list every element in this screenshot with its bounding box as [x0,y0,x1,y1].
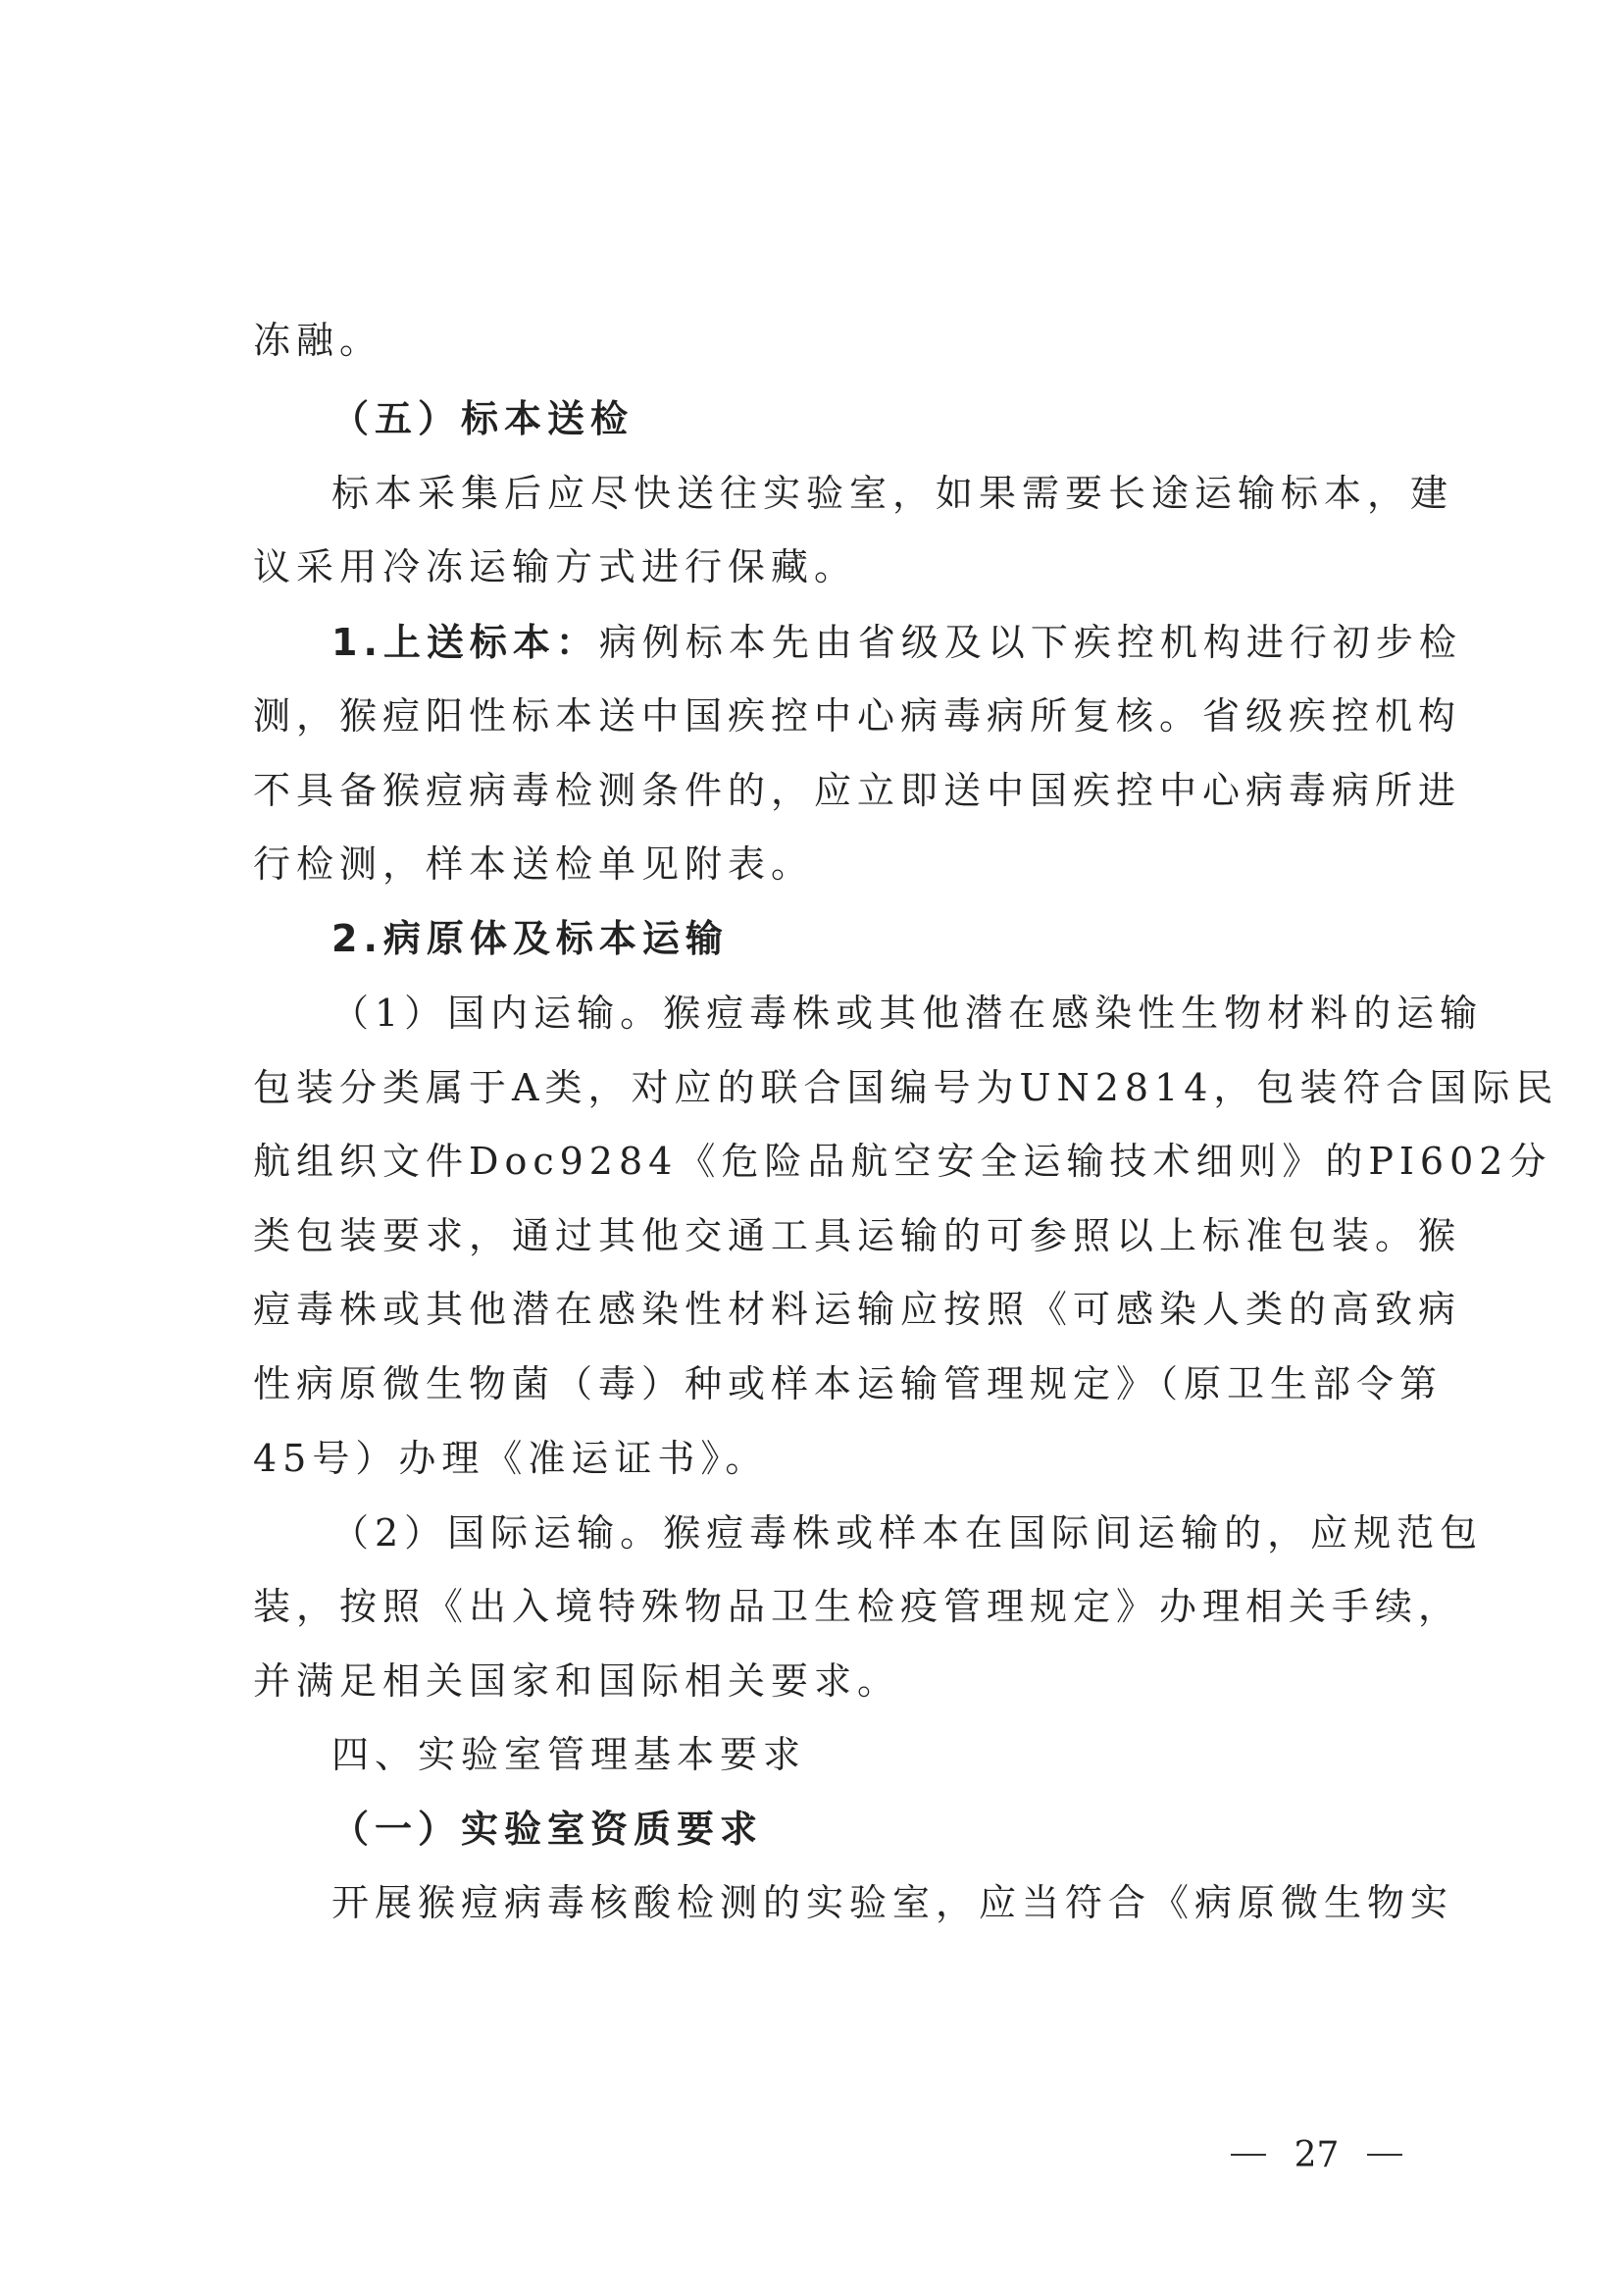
paragraph-line: 性病原微生物菌（毒）种或样本运输管理规定》（原卫生部令第 [253,1362,1444,1405]
text-line: 冻融。 [253,319,383,362]
paragraph-line: 并满足相关国家和国际相关要求。 [253,1659,901,1703]
footer-dash-left [1231,2154,1266,2156]
section-heading: （一）实验室资质要求 [331,1808,764,1851]
paragraph-line: 装，按照《出入境特殊物品卫生检疫管理规定》办理相关手续， [253,1585,1462,1628]
paragraph-line: 45号）办理《准运证书》。 [253,1437,769,1480]
page-number: 27 [1294,2134,1340,2175]
section-heading: （五）标本送检 [331,397,634,440]
paragraph-line [331,618,1462,667]
paragraph-line: （2）国际运输。猴痘毒株或样本在国际间运输的，应规范包 [331,1511,1484,1555]
chapter-heading: 四、实验室管理基本要求 [331,1733,807,1776]
paragraph-line: 标本采集后应尽快送往实验室，如果需要长途运输标本，建 [331,472,1454,515]
paragraph-line: 行检测，样本送检单见附表。 [253,842,815,886]
paragraph-line: 航组织文件Doc9284《危险品航空安全运输技术细则》的PI602分 [253,1140,1552,1183]
inline-heading: 1.上送标本： [331,621,599,664]
paragraph-line: （1）国内运输。猴痘毒株或其他潜在感染性生物材料的运输 [331,992,1484,1035]
page-footer [1231,2130,1402,2179]
paragraph-line: 开展猴痘病毒核酸检测的实验室，应当符合《病原微生物实 [331,1881,1454,1924]
paragraph-line: 痘毒株或其他潜在感染性材料运输应按照《可感染人类的高致病 [253,1288,1462,1331]
subsection-heading: 2.病原体及标本运输 [331,917,729,960]
footer-dash-right [1367,2154,1402,2156]
paragraph-line: 包装分类属于A类，对应的联合国编号为UN2814，包装符合国际民 [253,1066,1559,1109]
inline-text: 病例标本先由省级及以下疾控机构进行初步检 [598,621,1462,664]
paragraph-line: 类包装要求，通过其他交通工具运输的可参照以上标准包装。猴 [253,1214,1462,1257]
paragraph-line: 不具备猴痘病毒检测条件的，应立即送中国疾控中心病毒病所进 [253,769,1462,812]
paragraph-line: 议采用冷冻运输方式进行保藏。 [253,545,858,588]
paragraph-line: 测，猴痘阳性标本送中国疾控中心病毒病所复核。省级疾控机构 [253,694,1462,738]
